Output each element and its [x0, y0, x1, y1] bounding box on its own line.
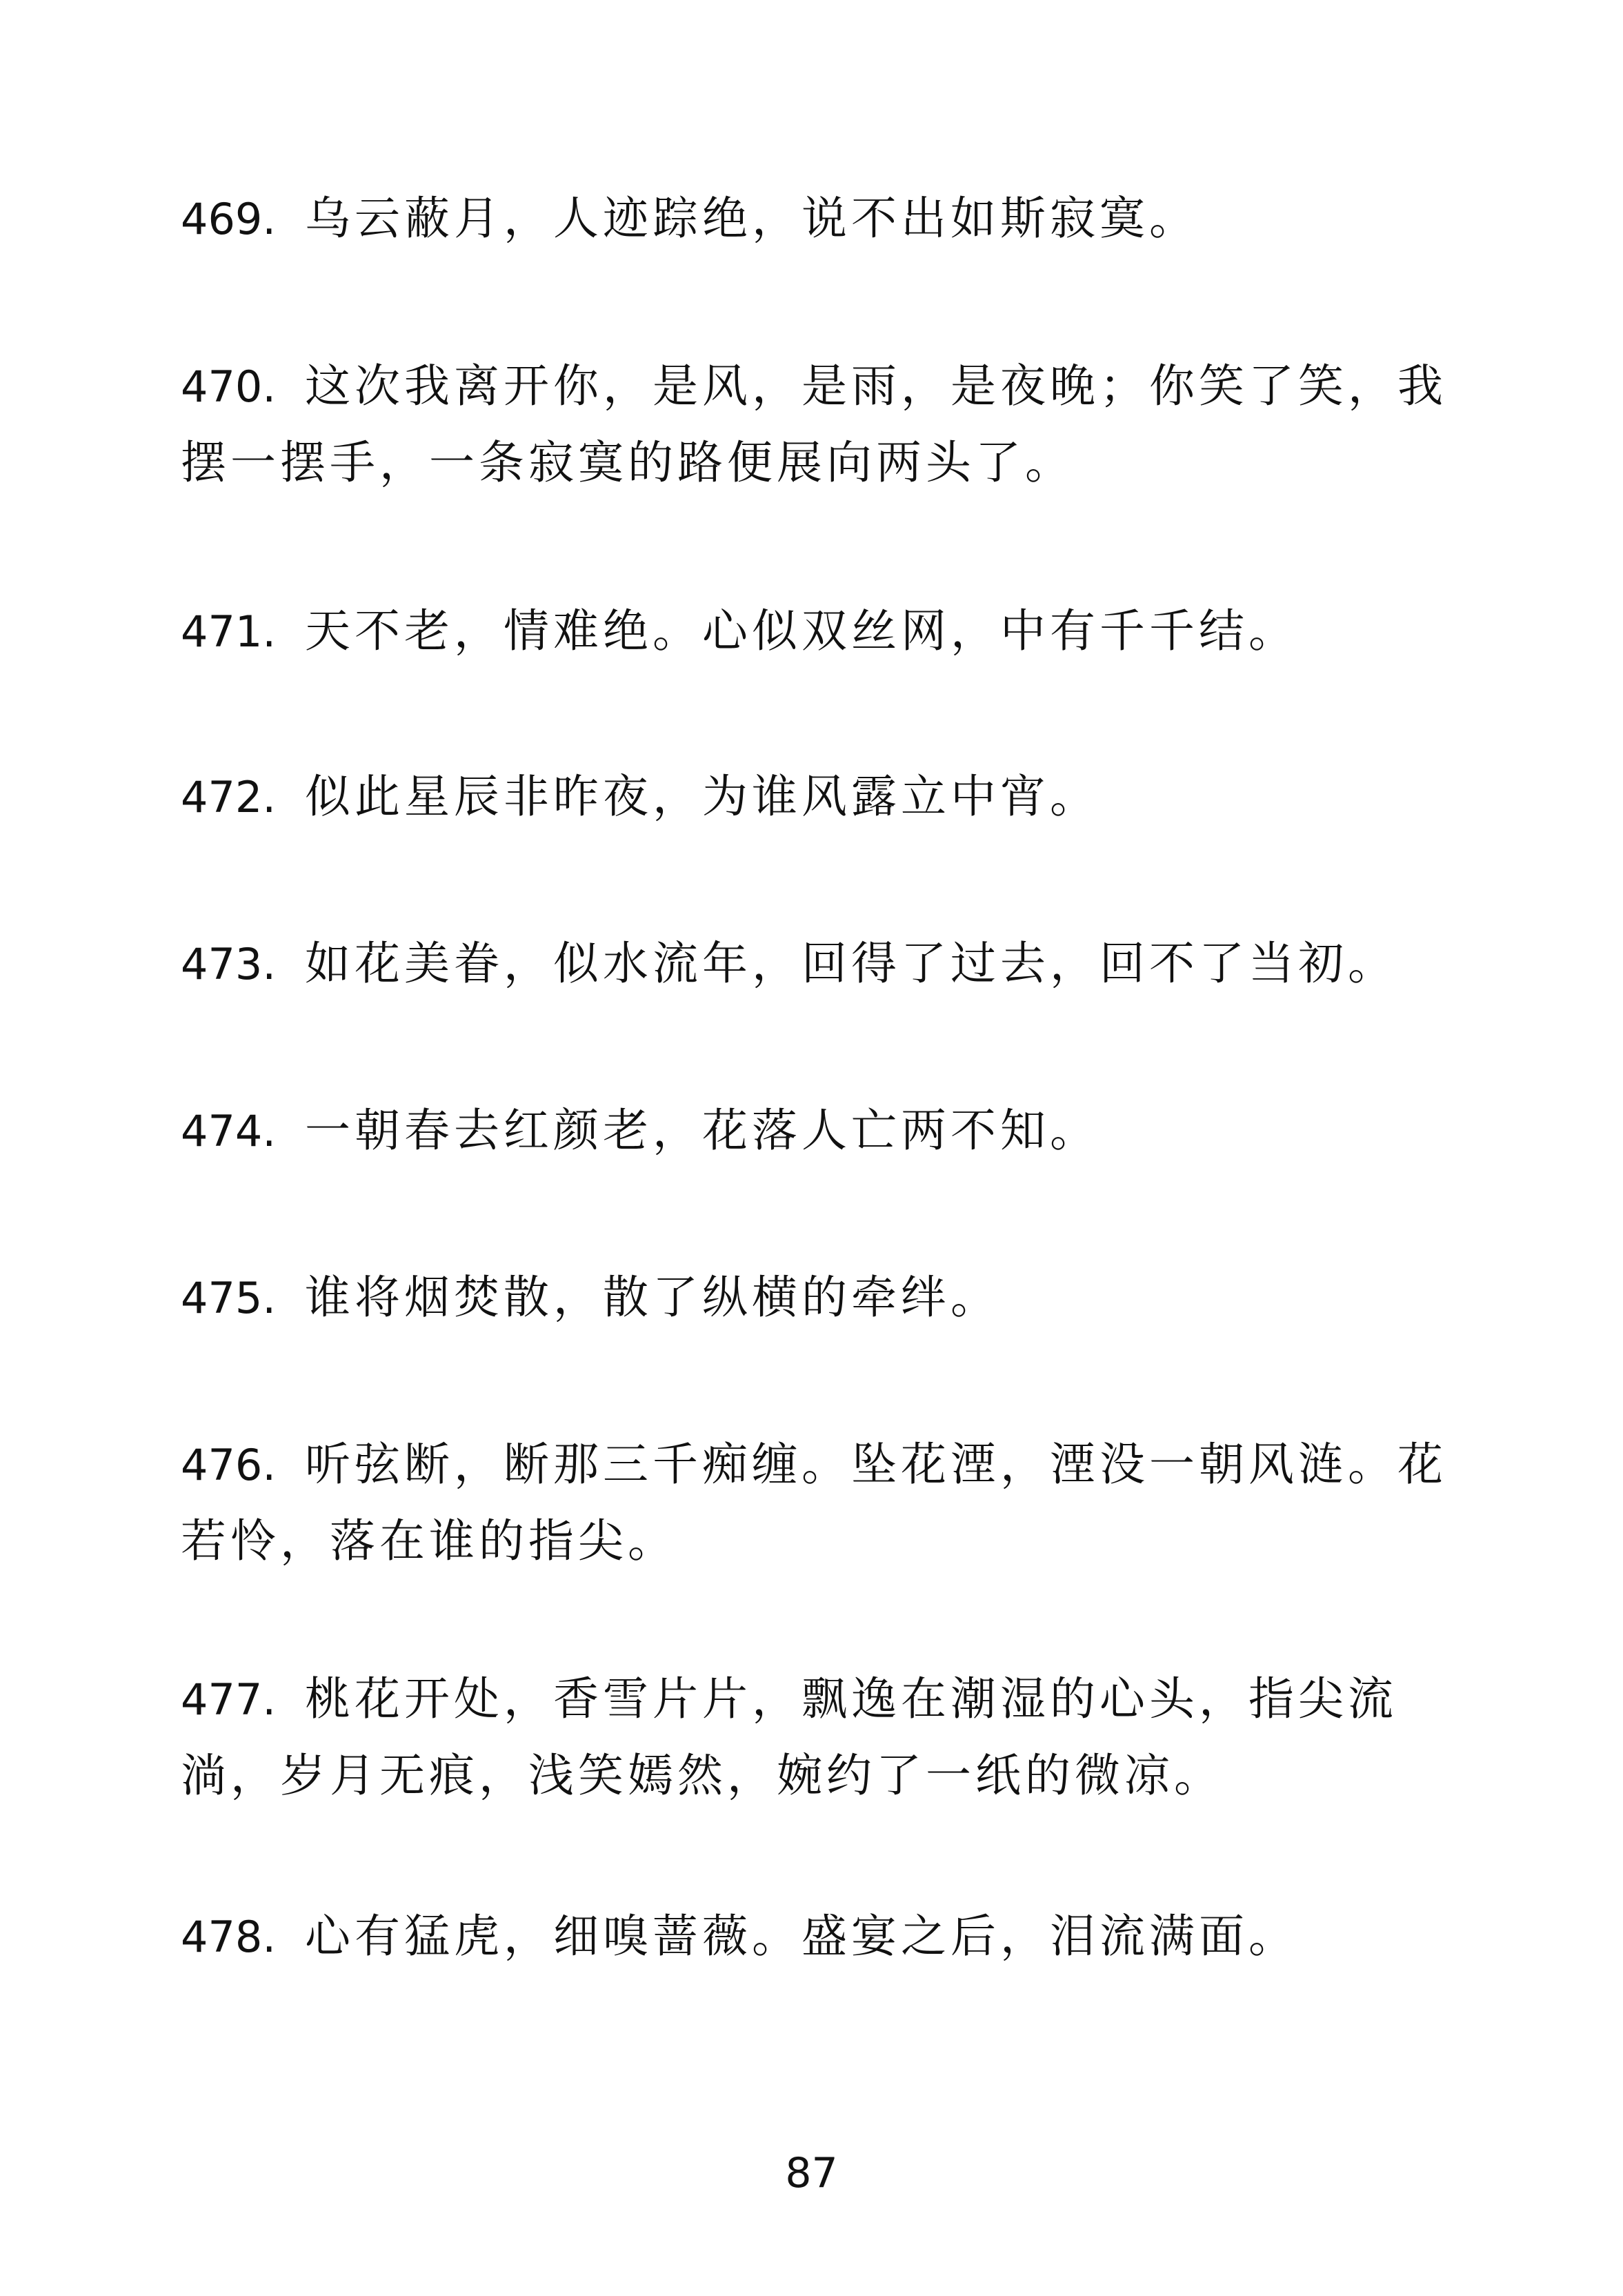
entry-text: 如花美眷，似水流年，回得了过去，回不了当初。: [305, 937, 1398, 990]
entry-text: 听弦断，断那三千痴缠。坠花湮，湮没一朝风涟。花若怜，落在谁的指尖。: [181, 1438, 1448, 1567]
entry-473: [181, 926, 1477, 1002]
entry-text: 这次我离开你，是风，是雨，是夜晚；你笑了笑，我摆一摆手，一条寂寞的路便展向两头了。: [181, 359, 1448, 489]
entry-number: 469.: [181, 194, 277, 244]
entry-text: 桃花开处，香雪片片，飘逸在潮湿的心头，指尖流淌，岁月无痕，浅笑嫣然，婉约了一纸的微凉。: [181, 1672, 1398, 1802]
entry-text: 似此星辰非昨夜，为谁风露立中宵。: [305, 770, 1100, 823]
entry-number: 472.: [181, 772, 277, 822]
entry-number: 477.: [181, 1674, 277, 1725]
entry-number: 473.: [181, 939, 277, 989]
entry-text: 一朝春去红颜老，花落人亡两不知。: [305, 1104, 1100, 1157]
entry-number: 476.: [181, 1440, 277, 1490]
entry-471: [181, 593, 1477, 670]
entry-number: 470.: [181, 362, 277, 412]
page-number: 87: [785, 2149, 838, 2197]
entry-472: [181, 759, 1477, 835]
entry-number: 478.: [181, 1912, 277, 1962]
entry-number: 471.: [181, 606, 277, 657]
entry-476: [181, 1427, 1477, 1579]
entry-text: 乌云蔽月，人迹踪绝，说不出如斯寂寞。: [305, 192, 1199, 245]
entry-474: [181, 1093, 1477, 1169]
entry-number: 474.: [181, 1106, 277, 1156]
entry-470: [181, 348, 1477, 501]
entry-text: 天不老，情难绝。心似双丝网，中有千千结。: [305, 604, 1299, 657]
entry-469: [181, 181, 1477, 257]
entry-text: 谁将烟焚散，散了纵横的牵绊。: [305, 1271, 1001, 1324]
entry-477: [181, 1661, 1477, 1814]
entry-475: [181, 1260, 1477, 1336]
entry-text: 心有猛虎，细嗅蔷薇。盛宴之后，泪流满面。: [305, 1910, 1299, 1963]
entry-478: [181, 1899, 1477, 1975]
entry-number: 475.: [181, 1273, 277, 1323]
